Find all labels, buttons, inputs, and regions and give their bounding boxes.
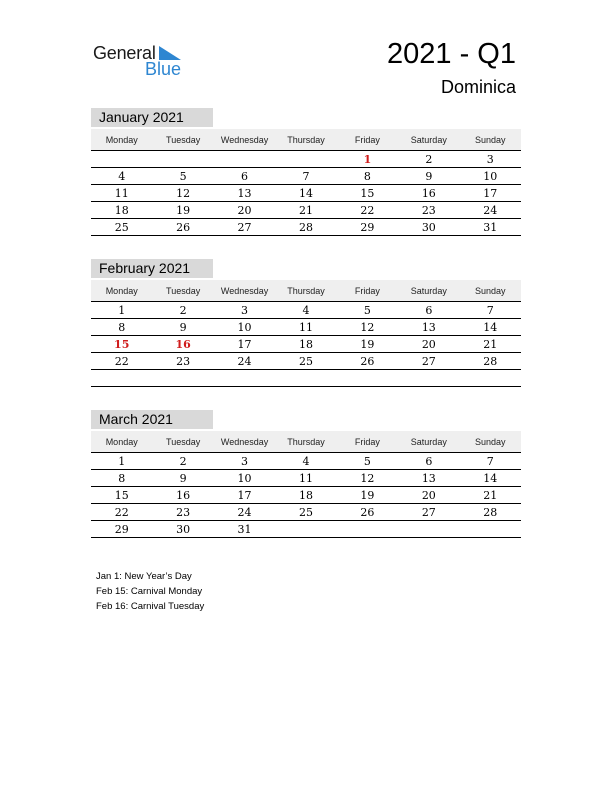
week-row (91, 319, 521, 336)
day-cell: 30 (421, 221, 436, 234)
day-cell: 18 (114, 204, 129, 217)
weekday-header: Monday (105, 437, 138, 447)
day-cell: 23 (421, 204, 436, 217)
day-cell (275, 370, 336, 386)
day-cell: 19 (360, 489, 375, 502)
weekday-header-row (91, 280, 521, 302)
day-cell: 20 (421, 338, 436, 351)
day-cell (460, 370, 521, 386)
day-cell: 3 (241, 455, 249, 468)
week-row (91, 370, 521, 387)
day-cell: 10 (483, 170, 498, 183)
weekday-header-row (91, 431, 521, 453)
holiday-notes (96, 569, 204, 614)
day-cell: 2 (179, 304, 187, 317)
day-cell: 9 (179, 472, 187, 485)
day-cell (337, 370, 398, 386)
day-cell: 7 (302, 170, 310, 183)
day-cell: 12 (360, 321, 375, 334)
day-cell: 27 (237, 221, 252, 234)
weekday-header: Wednesday (220, 286, 269, 296)
day-cell: 4 (302, 455, 310, 468)
week-row (91, 302, 521, 319)
month-label: February 2021 (91, 259, 213, 278)
logo-general-text: General (93, 43, 156, 63)
day-cell: 13 (421, 321, 436, 334)
day-cell: 8 (118, 472, 126, 485)
week-row (91, 151, 521, 168)
calendar-grid (91, 280, 521, 387)
day-cell: 25 (298, 506, 313, 519)
day-cell: 10 (237, 321, 252, 334)
week-row (91, 504, 521, 521)
day-cell: 2 (425, 153, 433, 166)
weekday-header: Tuesday (166, 286, 201, 296)
day-cell: 20 (237, 204, 252, 217)
day-cell: 31 (237, 523, 252, 536)
day-cell (460, 521, 521, 537)
weekday-header: Monday (105, 135, 138, 145)
day-cell: 25 (114, 221, 129, 234)
weekday-header: Thursday (287, 286, 325, 296)
logo (93, 42, 193, 78)
page-title: 2021 - Q1 (387, 38, 516, 70)
weekday-header: Wednesday (220, 437, 269, 447)
day-cell: 7 (486, 304, 494, 317)
day-cell: 29 (360, 221, 375, 234)
day-cell: 16 (421, 187, 436, 200)
day-cell: 13 (237, 187, 252, 200)
weekday-header: Tuesday (166, 135, 201, 145)
weekday-header: Tuesday (166, 437, 201, 447)
weekday-header: Sunday (474, 437, 506, 447)
day-cell: 7 (486, 455, 494, 468)
day-cell: 5 (179, 170, 187, 183)
holiday-note: Jan 1: New Year’s Day (96, 571, 192, 582)
day-cell: 16 (176, 489, 191, 502)
day-cell: 12 (360, 472, 375, 485)
day-cell: 28 (483, 355, 498, 368)
day-cell: 23 (176, 506, 191, 519)
weekday-header: Saturday (410, 135, 447, 145)
week-row (91, 219, 521, 236)
day-cell (91, 370, 152, 386)
week-row (91, 470, 521, 487)
weekday-header: Wednesday (220, 135, 269, 145)
day-cell: 27 (421, 355, 436, 368)
day-cell: 15 (114, 489, 129, 502)
country-name: Dominica (440, 77, 516, 97)
week-row (91, 185, 521, 202)
day-cell (214, 370, 275, 386)
month-label: January 2021 (91, 108, 213, 127)
day-cell (152, 370, 213, 386)
day-cell (337, 521, 398, 537)
weekday-header: Thursday (287, 135, 325, 145)
day-cell: 11 (298, 321, 313, 334)
weekday-header: Thursday (287, 437, 325, 447)
day-cell: 30 (176, 523, 191, 536)
day-cell: 22 (114, 506, 129, 519)
weekday-header: Sunday (474, 286, 506, 296)
day-cell: 27 (421, 506, 436, 519)
month-label: March 2021 (91, 410, 213, 429)
day-cell: 5 (363, 455, 371, 468)
day-cell: 22 (114, 355, 129, 368)
day-cell: 1 (363, 153, 372, 166)
day-cell: 19 (176, 204, 191, 217)
day-cell (152, 151, 213, 167)
day-cell: 28 (298, 221, 313, 234)
week-row (91, 521, 521, 538)
day-cell (91, 151, 152, 167)
calendar-grid (91, 129, 521, 236)
day-cell: 14 (483, 321, 498, 334)
day-cell: 31 (483, 221, 498, 234)
weekday-header: Sunday (474, 135, 506, 145)
week-row (91, 487, 521, 504)
day-cell: 17 (483, 187, 498, 200)
day-cell: 17 (237, 338, 252, 351)
week-row (91, 168, 521, 185)
weekday-header: Friday (354, 286, 380, 296)
month-february (91, 259, 521, 387)
day-cell (398, 370, 459, 386)
day-cell: 11 (114, 187, 129, 200)
day-cell: 29 (114, 523, 129, 536)
day-cell: 11 (298, 472, 313, 485)
day-cell: 21 (483, 489, 498, 502)
logo-blue-text: Blue (145, 59, 182, 79)
day-cell: 21 (483, 338, 498, 351)
day-cell: 28 (483, 506, 498, 519)
day-cell: 24 (237, 506, 252, 519)
logo-flag-icon (159, 46, 181, 60)
day-cell (398, 521, 459, 537)
day-cell: 3 (241, 304, 249, 317)
day-cell: 18 (298, 338, 313, 351)
day-cell: 21 (298, 204, 313, 217)
weekday-header-row (91, 129, 521, 151)
day-cell: 6 (241, 170, 249, 183)
day-cell: 8 (118, 321, 126, 334)
day-cell: 6 (425, 455, 433, 468)
day-cell: 2 (179, 455, 187, 468)
calendar-grid (91, 431, 521, 538)
day-cell: 4 (302, 304, 310, 317)
weekday-header: Saturday (410, 437, 447, 447)
day-cell: 17 (237, 489, 252, 502)
day-cell: 23 (176, 355, 191, 368)
weekday-header: Friday (354, 135, 380, 145)
day-cell (275, 151, 336, 167)
day-cell: 9 (425, 170, 433, 183)
day-cell: 12 (176, 187, 191, 200)
day-cell: 3 (486, 153, 494, 166)
day-cell: 1 (118, 455, 126, 468)
day-cell: 24 (237, 355, 252, 368)
day-cell: 24 (483, 204, 498, 217)
day-cell: 26 (360, 506, 375, 519)
day-cell: 16 (175, 338, 191, 351)
day-cell: 4 (118, 170, 126, 183)
holiday-note: Feb 15: Carnival Monday (96, 586, 203, 597)
day-cell: 6 (425, 304, 433, 317)
day-cell: 20 (421, 489, 436, 502)
holiday-note: Feb 16: Carnival Tuesday (96, 601, 205, 612)
day-cell (214, 151, 275, 167)
day-cell: 1 (118, 304, 126, 317)
weekday-header: Friday (354, 437, 380, 447)
month-march (91, 410, 521, 538)
week-row (91, 453, 521, 470)
day-cell: 18 (298, 489, 313, 502)
day-cell: 9 (179, 321, 187, 334)
day-cell: 13 (421, 472, 436, 485)
day-cell: 25 (298, 355, 313, 368)
day-cell: 10 (237, 472, 252, 485)
week-row (91, 353, 521, 370)
weekday-header: Saturday (410, 286, 447, 296)
day-cell: 19 (360, 338, 375, 351)
day-cell: 22 (360, 204, 375, 217)
week-row (91, 202, 521, 219)
day-cell: 5 (363, 304, 371, 317)
day-cell: 15 (114, 338, 130, 351)
day-cell: 8 (363, 170, 371, 183)
week-row (91, 336, 521, 353)
weekday-header: Monday (105, 286, 138, 296)
day-cell: 14 (298, 187, 313, 200)
day-cell: 15 (360, 187, 375, 200)
day-cell: 14 (483, 472, 498, 485)
day-cell (275, 521, 336, 537)
month-january (91, 108, 521, 236)
day-cell: 26 (176, 221, 191, 234)
day-cell: 26 (360, 355, 375, 368)
